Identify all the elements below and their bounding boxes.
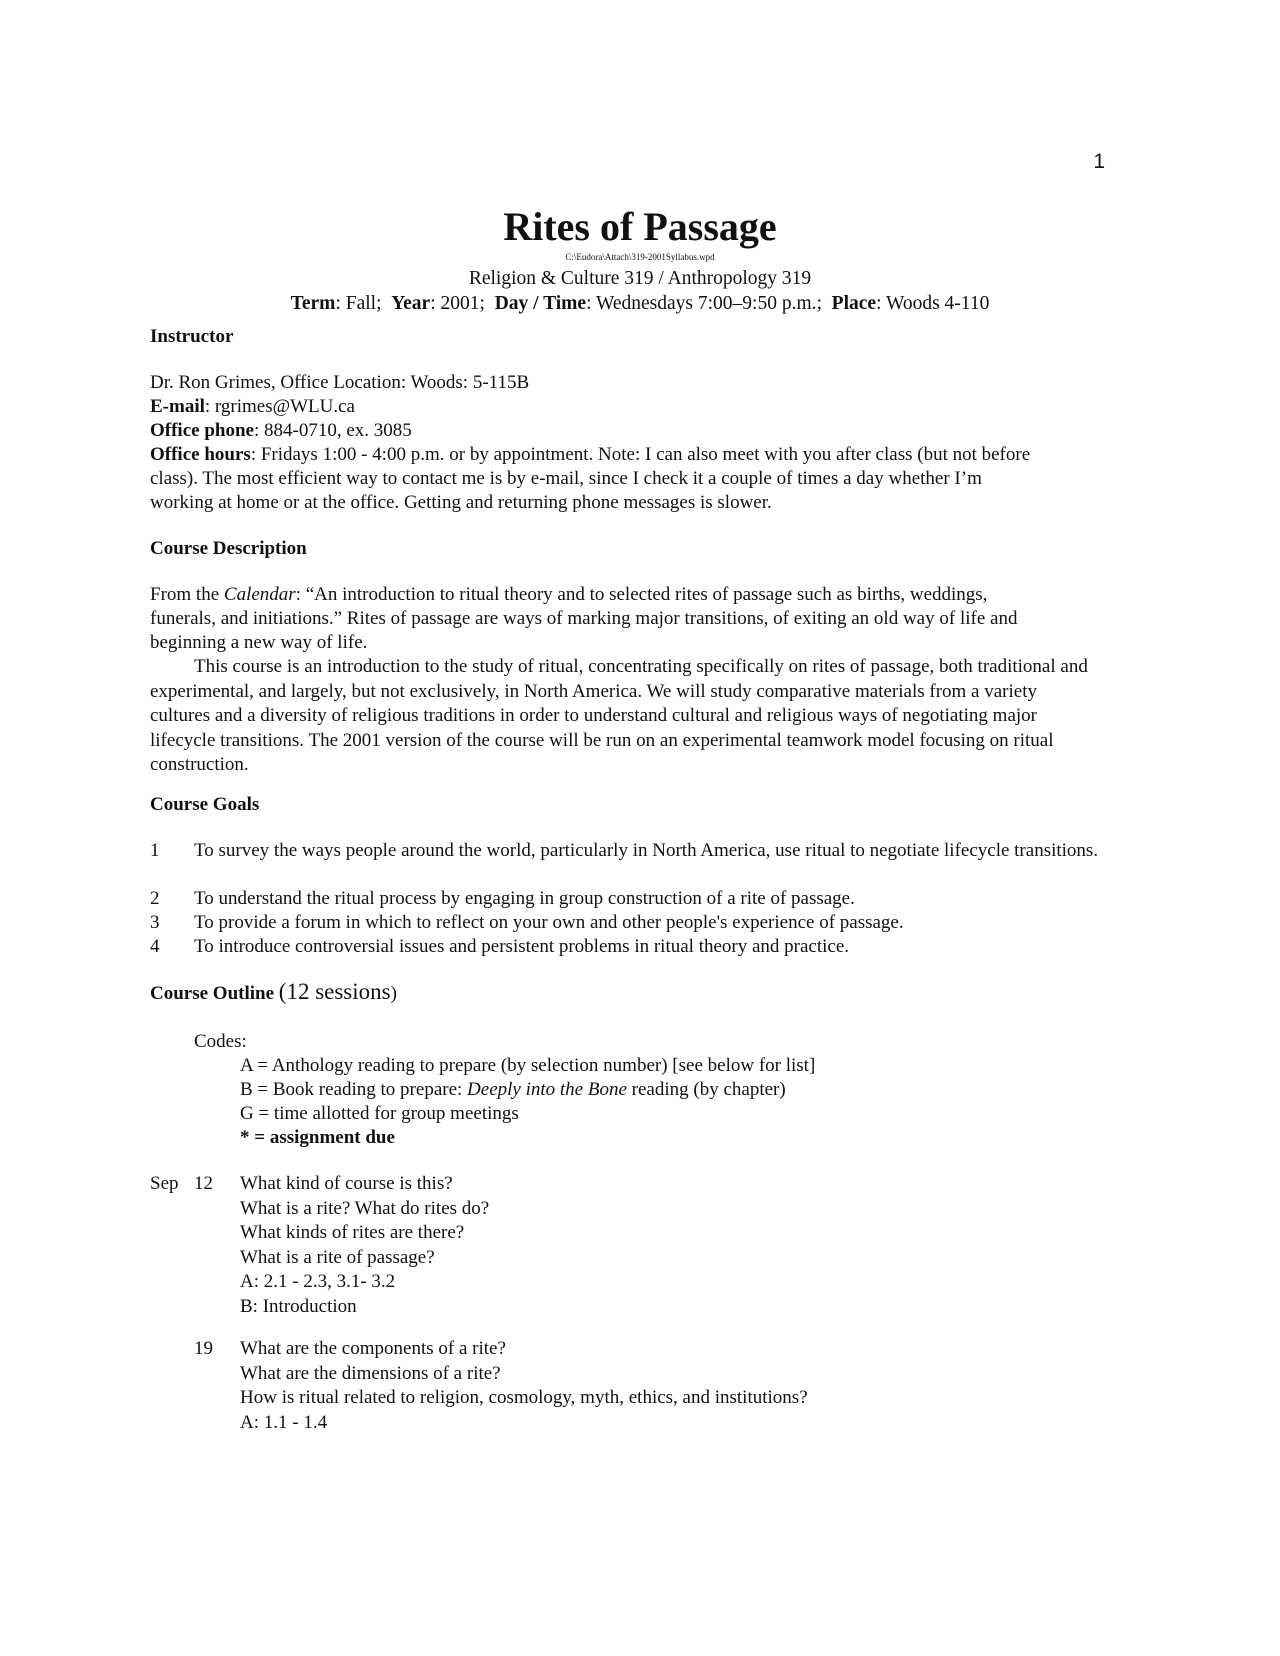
hours-label: Office hours: [150, 444, 251, 465]
email-value: : rgrimes@WLU.ca: [204, 396, 355, 417]
calendar-italic: Calendar: [223, 584, 296, 605]
session-line: What is a rite? What do rites do?: [240, 1197, 490, 1219]
instructor-email: [150, 395, 355, 420]
description-p1-line3: beginning a new way of life.: [150, 632, 368, 653]
goal-item-3: [150, 911, 1110, 936]
goals-heading: Course Goals: [150, 794, 260, 815]
session-day: 12: [194, 1173, 213, 1194]
course-meta: [0, 293, 1280, 315]
instructor-phone: [150, 419, 412, 444]
session-line: What kinds of rites are there?: [240, 1222, 465, 1243]
goal-text: To understand the ritual process by engaging in group construction of a rite of passage.: [194, 888, 855, 909]
year-label: Year: [391, 293, 431, 314]
instructor-name: Dr. Ron Grimes, Office Location: Woods: 5-115B: [150, 372, 530, 393]
place-label: Place: [831, 293, 877, 314]
page-number: 1: [1093, 150, 1105, 173]
phone-label: Office phone: [150, 420, 254, 441]
description-p1-line2: funerals, and initiations.” Rites of passage are ways of marking major transitions, of exiting an old way of life and: [150, 608, 1018, 629]
hours-line-2: class). The most efficient way to contact me is by e-mail, since I check it a couple of times a day whether I’m: [150, 468, 982, 489]
term-value: : Fall;: [335, 293, 382, 314]
session-line: How is ritual related to religion, cosmology, myth, ethics, and institutions?: [240, 1387, 808, 1408]
hours-line-3: working at home or at the office. Getting and returning phone messages is slower.: [150, 492, 772, 513]
session-line: A: 2.1 - 2.3, 3.1- 3.2: [240, 1271, 396, 1292]
place-value: : Woods 4-110: [876, 293, 990, 314]
course-subtitle: Religion & Culture 319 / Anthropology 319: [468, 268, 812, 289]
year-value: : 2001;: [430, 293, 485, 314]
page-title: Rites of Passage: [503, 204, 777, 249]
goal-text: To survey the ways people around the world, particularly in North America, use ritual to negotiate lifecycle transitions.: [194, 840, 1099, 861]
p1-pre: From the: [150, 584, 224, 605]
code-g: G = time allotted for group meetings: [240, 1103, 519, 1124]
term-label: Term: [290, 293, 336, 314]
instructor-hours: [150, 443, 1030, 468]
description-p1-line1: [150, 583, 987, 608]
code-b-pre: B = Book reading to prepare:: [240, 1079, 468, 1100]
goal-item-4: [150, 935, 1110, 960]
description-heading: Course Description: [150, 538, 307, 559]
daytime-value: : Wednesdays 7:00–9:50 p.m.;: [586, 293, 822, 314]
daytime-label: Day / Time: [494, 293, 587, 314]
book-title: Deeply into the Bone: [467, 1079, 627, 1100]
sessions-close: ): [390, 983, 397, 1004]
session-line: What is a rite of passage?: [240, 1246, 435, 1268]
goal-number: 2: [150, 888, 160, 909]
phone-value: : 884-0710, ex. 3085: [253, 420, 412, 441]
goal-number: 3: [150, 912, 160, 933]
session-line: What are the dimensions of a rite?: [240, 1362, 501, 1384]
hours-line-1: : Fridays 1:00 - 4:00 p.m. or by appointment. Note: I can also meet with you after class (but not before: [250, 444, 1031, 465]
outline-heading: Course Outline: [150, 983, 275, 1004]
goal-item-2: [150, 887, 1110, 912]
description-p2: This course is an introduction to the study of ritual, concentrating specifically on rites of passage, both traditional and experimental, and largely, but not exclusively, in North America. We will study comparative materials from a variety cultures and a diversity of religious traditions in order to understand cultural and religious ways of negotiating major lifecycle transitions. The 2001 version of the course will be run on an experimental teamwork model focusing on ritual construction.: [150, 656, 1088, 775]
session-line: What kind of course is this?: [240, 1173, 453, 1194]
goal-text: To provide a forum in which to reflect on your own and other people's experience of passage.: [194, 912, 904, 933]
goal-text: To introduce controversial issues and persistent problems in ritual theory and practice.: [194, 936, 850, 957]
outline-heading-row: [150, 980, 397, 1007]
session-line: B: Introduction: [240, 1295, 357, 1317]
code-star: * = assignment due: [240, 1127, 395, 1148]
goal-number: 1: [150, 840, 160, 861]
goal-number: 4: [150, 936, 160, 957]
session-month: Sep: [150, 1173, 179, 1194]
instructor-heading: Instructor: [150, 326, 234, 347]
goal-item-1: [150, 839, 1110, 864]
p1-rest: : “An introduction to ritual theory and to selected rites of passage such as births, weddings,: [295, 584, 988, 605]
session-line: What are the components of a rite?: [240, 1338, 506, 1359]
codes-label: Codes:: [194, 1031, 247, 1052]
session-12-content: [240, 1172, 489, 1319]
session-day: 19: [194, 1338, 213, 1359]
code-b-post: reading (by chapter): [626, 1079, 786, 1100]
code-b: [240, 1078, 786, 1103]
code-a: A = Anthology reading to prepare (by selection number) [see below for list]: [240, 1055, 816, 1076]
file-path: C:\Eudora\Attach\319-2001Syllabus.wpd: [565, 252, 715, 262]
session-19-content: [240, 1337, 808, 1435]
session-line: A: 1.1 - 1.4: [240, 1411, 328, 1433]
email-label: E-mail: [150, 396, 205, 417]
sessions-note: (12 sessions: [278, 979, 391, 1004]
